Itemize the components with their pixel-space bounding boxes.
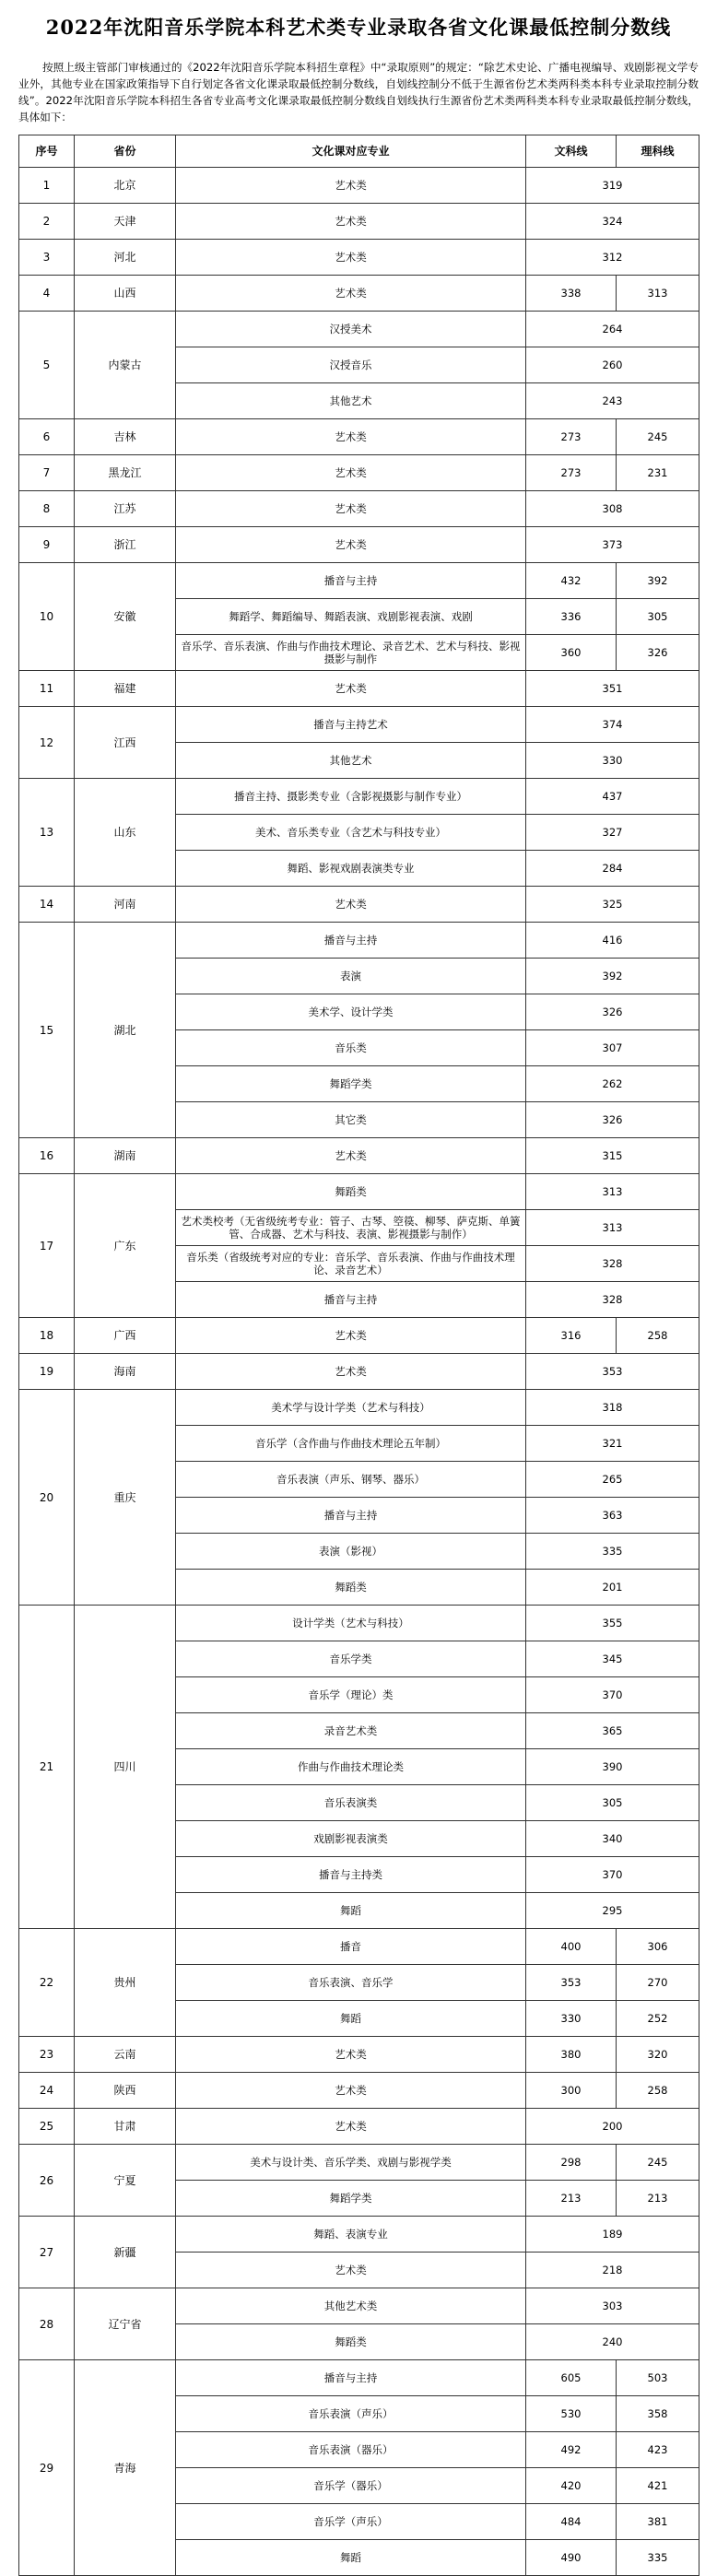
seq-cell: 18	[19, 1318, 75, 1354]
major-cell: 汉授美术	[176, 312, 526, 347]
seq-cell: 3	[19, 240, 75, 276]
li-score-cell: 313	[617, 276, 699, 312]
major-cell: 音乐学（声乐）	[176, 2504, 526, 2540]
seq-cell: 16	[19, 1138, 75, 1174]
combined-score-cell: 363	[526, 1498, 699, 1534]
major-cell: 汉授音乐	[176, 347, 526, 383]
li-score-cell: 270	[617, 1965, 699, 2001]
major-cell: 播音与主持	[176, 1498, 526, 1534]
seq-cell: 27	[19, 2217, 75, 2288]
wen-score-cell: 336	[526, 599, 617, 635]
wen-score-cell: 605	[526, 2360, 617, 2396]
combined-score-cell: 319	[526, 168, 699, 204]
major-cell: 音乐学（含作曲与作曲技术理论五年制）	[176, 1426, 526, 1462]
table-row	[19, 923, 699, 959]
table-row	[19, 707, 699, 743]
seq-cell: 9	[19, 527, 75, 563]
major-cell: 舞蹈学、舞蹈编导、舞蹈表演、戏剧影视表演、戏剧	[176, 599, 526, 635]
seq-cell: 24	[19, 2073, 75, 2109]
table-row	[19, 563, 699, 599]
major-cell: 表演（影视）	[176, 1534, 526, 1570]
wen-score-cell: 490	[526, 2540, 617, 2576]
major-cell: 舞蹈、表演专业	[176, 2217, 526, 2253]
table-row	[19, 2217, 699, 2253]
major-cell: 艺术类	[176, 419, 526, 455]
major-cell: 播音与主持	[176, 563, 526, 599]
province-cell: 贵州	[75, 1929, 176, 2037]
combined-score-cell: 326	[526, 994, 699, 1030]
major-cell: 舞蹈学类	[176, 1066, 526, 1102]
major-cell: 舞蹈学类	[176, 2181, 526, 2217]
combined-score-cell: 345	[526, 1641, 699, 1677]
wen-score-cell: 298	[526, 2145, 617, 2181]
table-row	[19, 419, 699, 455]
table-row	[19, 2288, 699, 2324]
major-cell: 音乐表演（声乐）	[176, 2396, 526, 2432]
wen-score-cell: 300	[526, 2073, 617, 2109]
province-cell: 江西	[75, 707, 176, 779]
major-cell: 艺术类	[176, 2037, 526, 2073]
province-cell: 山东	[75, 779, 176, 887]
major-cell: 艺术类	[176, 1318, 526, 1354]
combined-score-cell: 264	[526, 312, 699, 347]
wen-score-cell: 338	[526, 276, 617, 312]
major-cell: 音乐表演（器乐）	[176, 2432, 526, 2468]
seq-cell: 22	[19, 1929, 75, 2037]
major-cell: 艺术类	[176, 1138, 526, 1174]
li-score-cell: 213	[617, 2181, 699, 2217]
header-row	[19, 135, 699, 168]
province-cell: 天津	[75, 204, 176, 240]
major-cell: 舞蹈	[176, 1893, 526, 1929]
combined-score-cell: 392	[526, 959, 699, 994]
seq-cell: 15	[19, 923, 75, 1138]
wen-score-cell: 420	[526, 2468, 617, 2504]
combined-score-cell: 315	[526, 1138, 699, 1174]
province-cell: 河北	[75, 240, 176, 276]
li-score-cell: 258	[617, 2073, 699, 2109]
li-score-cell: 326	[617, 635, 699, 671]
major-cell: 音乐类（省级统考对应的专业：音乐学、音乐表演、作曲与作曲技术理论、录音艺术）	[176, 1246, 526, 1282]
major-cell: 音乐表演（声乐、钢琴、器乐）	[176, 1462, 526, 1498]
province-cell: 黑龙江	[75, 455, 176, 491]
table-row	[19, 312, 699, 347]
li-score-cell: 503	[617, 2360, 699, 2396]
province-cell: 宁夏	[75, 2145, 176, 2217]
table-row	[19, 2109, 699, 2145]
combined-score-cell: 243	[526, 383, 699, 419]
wen-score-cell: 530	[526, 2396, 617, 2432]
seq-cell: 21	[19, 1606, 75, 1929]
wen-score-cell: 432	[526, 563, 617, 599]
major-cell: 艺术类	[176, 1354, 526, 1390]
major-cell: 音乐学（器乐）	[176, 2468, 526, 2504]
combined-score-cell: 370	[526, 1857, 699, 1893]
province-cell: 安徽	[75, 563, 176, 671]
table-row	[19, 527, 699, 563]
table-body	[19, 168, 699, 2576]
major-cell: 艺术类	[176, 204, 526, 240]
major-cell: 其他艺术	[176, 383, 526, 419]
major-cell: 播音主持、摄影类专业（含影视摄影与制作专业）	[176, 779, 526, 815]
major-cell: 其它类	[176, 1102, 526, 1138]
major-cell: 播音与主持类	[176, 1857, 526, 1893]
combined-score-cell: 355	[526, 1606, 699, 1641]
major-cell: 艺术类	[176, 2109, 526, 2145]
wen-score-cell: 273	[526, 455, 617, 491]
major-cell: 艺术类	[176, 240, 526, 276]
province-cell: 广东	[75, 1174, 176, 1318]
major-cell: 表演	[176, 959, 526, 994]
major-cell: 播音与主持	[176, 923, 526, 959]
combined-score-cell: 324	[526, 204, 699, 240]
table-row	[19, 1354, 699, 1390]
wen-score-cell: 380	[526, 2037, 617, 2073]
province-cell: 新疆	[75, 2217, 176, 2288]
table-row	[19, 779, 699, 815]
table-row	[19, 2037, 699, 2073]
major-cell: 艺术类校考（无省级统考专业：管子、古琴、箜篌、柳琴、萨克斯、单簧管、合成器、艺术与科技、表演、影视摄影与制作）	[176, 1210, 526, 1246]
major-cell: 播音与主持	[176, 1282, 526, 1318]
major-cell: 艺术类	[176, 2253, 526, 2288]
province-cell: 云南	[75, 2037, 176, 2073]
major-cell: 播音与主持艺术	[176, 707, 526, 743]
header-li: 理科线	[617, 135, 699, 168]
combined-score-cell: 351	[526, 671, 699, 707]
major-cell: 美术与设计类、音乐学类、戏剧与影视学类	[176, 2145, 526, 2181]
wen-score-cell: 273	[526, 419, 617, 455]
li-score-cell: 381	[617, 2504, 699, 2540]
major-cell: 艺术类	[176, 527, 526, 563]
li-score-cell: 245	[617, 2145, 699, 2181]
page-title: 2022年沈阳音乐学院本科艺术类专业录取各省文化课最低控制分数线	[45, 16, 672, 39]
major-cell: 美术、音乐类专业（含艺术与科技专业）	[176, 815, 526, 851]
major-cell: 音乐学、音乐表演、作曲与作曲技术理论、录音艺术、艺术与科技、影视摄影与制作	[176, 635, 526, 671]
major-cell: 播音与主持	[176, 2360, 526, 2396]
combined-score-cell: 260	[526, 347, 699, 383]
combined-score-cell: 262	[526, 1066, 699, 1102]
major-cell: 艺术类	[176, 455, 526, 491]
header-province: 省份	[75, 135, 176, 168]
li-score-cell: 305	[617, 599, 699, 635]
seq-cell: 20	[19, 1390, 75, 1606]
li-score-cell: 231	[617, 455, 699, 491]
province-cell: 江苏	[75, 491, 176, 527]
wen-score-cell: 316	[526, 1318, 617, 1354]
combined-score-cell: 307	[526, 1030, 699, 1066]
table-row	[19, 1174, 699, 1210]
major-cell: 艺术类	[176, 168, 526, 204]
seq-cell: 11	[19, 671, 75, 707]
province-cell: 辽宁省	[75, 2288, 176, 2360]
major-cell: 作曲与作曲技术理论类	[176, 1749, 526, 1785]
major-cell: 其他艺术	[176, 743, 526, 779]
table-row	[19, 1606, 699, 1641]
major-cell: 设计学类（艺术与科技）	[176, 1606, 526, 1641]
province-cell: 海南	[75, 1354, 176, 1390]
li-score-cell: 421	[617, 2468, 699, 2504]
seq-cell: 19	[19, 1354, 75, 1390]
seq-cell: 4	[19, 276, 75, 312]
seq-cell: 14	[19, 887, 75, 923]
province-cell: 四川	[75, 1606, 176, 1929]
combined-score-cell: 313	[526, 1174, 699, 1210]
li-score-cell: 320	[617, 2037, 699, 2073]
seq-cell: 17	[19, 1174, 75, 1318]
wen-score-cell: 492	[526, 2432, 617, 2468]
combined-score-cell: 240	[526, 2324, 699, 2360]
table-row	[19, 2145, 699, 2181]
li-score-cell: 392	[617, 563, 699, 599]
li-score-cell: 306	[617, 1929, 699, 1965]
combined-score-cell: 437	[526, 779, 699, 815]
combined-score-cell: 328	[526, 1282, 699, 1318]
major-cell: 美术学与设计学类（艺术与科技）	[176, 1390, 526, 1426]
table-row	[19, 1138, 699, 1174]
major-cell: 音乐表演、音乐学	[176, 1965, 526, 2001]
table-row	[19, 2360, 699, 2396]
wen-score-cell: 213	[526, 2181, 617, 2217]
combined-score-cell: 321	[526, 1426, 699, 1462]
table-row	[19, 204, 699, 240]
header-wen: 文科线	[526, 135, 617, 168]
major-cell: 舞蹈	[176, 2540, 526, 2576]
province-cell: 北京	[75, 168, 176, 204]
major-cell: 播音	[176, 1929, 526, 1965]
combined-score-cell: 416	[526, 923, 699, 959]
major-cell: 艺术类	[176, 2073, 526, 2109]
province-cell: 陕西	[75, 2073, 176, 2109]
major-cell: 音乐学类	[176, 1641, 526, 1677]
li-score-cell: 423	[617, 2432, 699, 2468]
province-cell: 山西	[75, 276, 176, 312]
table-row	[19, 2073, 699, 2109]
seq-cell: 13	[19, 779, 75, 887]
major-cell: 其他艺术类	[176, 2288, 526, 2324]
combined-score-cell: 326	[526, 1102, 699, 1138]
major-cell: 艺术类	[176, 671, 526, 707]
major-cell: 艺术类	[176, 491, 526, 527]
seq-cell: 2	[19, 204, 75, 240]
combined-score-cell: 218	[526, 2253, 699, 2288]
table-row	[19, 1318, 699, 1354]
seq-cell: 1	[19, 168, 75, 204]
major-cell: 美术学、设计学类	[176, 994, 526, 1030]
province-cell: 湖南	[75, 1138, 176, 1174]
intro-paragraph: 按照上级主管部门审核通过的《2022年沈阳音乐学院本科招生章程》中“录取原则”的规定：“除艺术史论、广播电视编导、戏剧影视文学专业外，其他专业在国家政策指导下自行划定各省文化课录取最低控制分数线，自划线控制分不低于生源省份艺术类两科类本科专业录取控制分数线”。2022年沈阳音乐学院本科招生各省专业高考文化课录取最低控制分数线自划线执行生源省份艺术类两科类本科专业录取最低控制分数线，具体如下：	[18, 61, 699, 124]
major-cell: 艺术类	[176, 887, 526, 923]
combined-score-cell: 305	[526, 1785, 699, 1821]
major-cell: 音乐类	[176, 1030, 526, 1066]
table-row	[19, 168, 699, 204]
combined-score-cell: 327	[526, 815, 699, 851]
combined-score-cell: 313	[526, 1210, 699, 1246]
combined-score-cell: 353	[526, 1354, 699, 1390]
seq-cell: 25	[19, 2109, 75, 2145]
combined-score-cell: 373	[526, 527, 699, 563]
combined-score-cell: 200	[526, 2109, 699, 2145]
combined-score-cell: 374	[526, 707, 699, 743]
table-row	[19, 1929, 699, 1965]
table-row	[19, 455, 699, 491]
table-row	[19, 671, 699, 707]
province-cell: 福建	[75, 671, 176, 707]
combined-score-cell: 284	[526, 851, 699, 887]
seq-cell: 6	[19, 419, 75, 455]
seq-cell: 29	[19, 2360, 75, 2576]
major-cell: 舞蹈、影视戏剧表演类专业	[176, 851, 526, 887]
header-major: 文化课对应专业	[176, 135, 526, 168]
table-row	[19, 276, 699, 312]
li-score-cell: 252	[617, 2001, 699, 2037]
wen-score-cell: 400	[526, 1929, 617, 1965]
header-seq: 序号	[19, 135, 75, 168]
combined-score-cell: 312	[526, 240, 699, 276]
seq-cell: 28	[19, 2288, 75, 2360]
province-cell: 广西	[75, 1318, 176, 1354]
combined-score-cell: 330	[526, 743, 699, 779]
table-row	[19, 491, 699, 527]
seq-cell: 26	[19, 2145, 75, 2217]
combined-score-cell: 328	[526, 1246, 699, 1282]
province-cell: 内蒙古	[75, 312, 176, 419]
wen-score-cell: 360	[526, 635, 617, 671]
combined-score-cell: 390	[526, 1749, 699, 1785]
li-score-cell: 358	[617, 2396, 699, 2432]
combined-score-cell: 265	[526, 1462, 699, 1498]
seq-cell: 23	[19, 2037, 75, 2073]
province-cell: 湖北	[75, 923, 176, 1138]
combined-score-cell: 318	[526, 1390, 699, 1426]
combined-score-cell: 189	[526, 2217, 699, 2253]
major-cell: 舞蹈类	[176, 2324, 526, 2360]
wen-score-cell: 353	[526, 1965, 617, 2001]
province-cell: 浙江	[75, 527, 176, 563]
province-cell: 吉林	[75, 419, 176, 455]
major-cell: 艺术类	[176, 276, 526, 312]
combined-score-cell: 325	[526, 887, 699, 923]
combined-score-cell: 201	[526, 1570, 699, 1606]
li-score-cell: 335	[617, 2540, 699, 2576]
combined-score-cell: 335	[526, 1534, 699, 1570]
province-cell: 青海	[75, 2360, 176, 2576]
major-cell: 舞蹈类	[176, 1570, 526, 1606]
table-row	[19, 1390, 699, 1426]
table-row	[19, 240, 699, 276]
combined-score-cell: 308	[526, 491, 699, 527]
major-cell: 舞蹈	[176, 2001, 526, 2037]
table-row	[19, 887, 699, 923]
major-cell: 戏剧影视表演类	[176, 1821, 526, 1857]
province-cell: 甘肃	[75, 2109, 176, 2145]
combined-score-cell: 340	[526, 1821, 699, 1857]
seq-cell: 8	[19, 491, 75, 527]
wen-score-cell: 330	[526, 2001, 617, 2037]
province-cell: 重庆	[75, 1390, 176, 1606]
seq-cell: 5	[19, 312, 75, 419]
li-score-cell: 245	[617, 419, 699, 455]
combined-score-cell: 303	[526, 2288, 699, 2324]
wen-score-cell: 484	[526, 2504, 617, 2540]
major-cell: 音乐表演类	[176, 1785, 526, 1821]
seq-cell: 10	[19, 563, 75, 671]
major-cell: 舞蹈类	[176, 1174, 526, 1210]
li-score-cell: 258	[617, 1318, 699, 1354]
combined-score-cell: 370	[526, 1677, 699, 1713]
major-cell: 录音艺术类	[176, 1713, 526, 1749]
score-table	[18, 135, 699, 2576]
major-cell: 音乐学（理论）类	[176, 1677, 526, 1713]
province-cell: 河南	[75, 887, 176, 923]
seq-cell: 12	[19, 707, 75, 779]
seq-cell: 7	[19, 455, 75, 491]
combined-score-cell: 365	[526, 1713, 699, 1749]
combined-score-cell: 295	[526, 1893, 699, 1929]
